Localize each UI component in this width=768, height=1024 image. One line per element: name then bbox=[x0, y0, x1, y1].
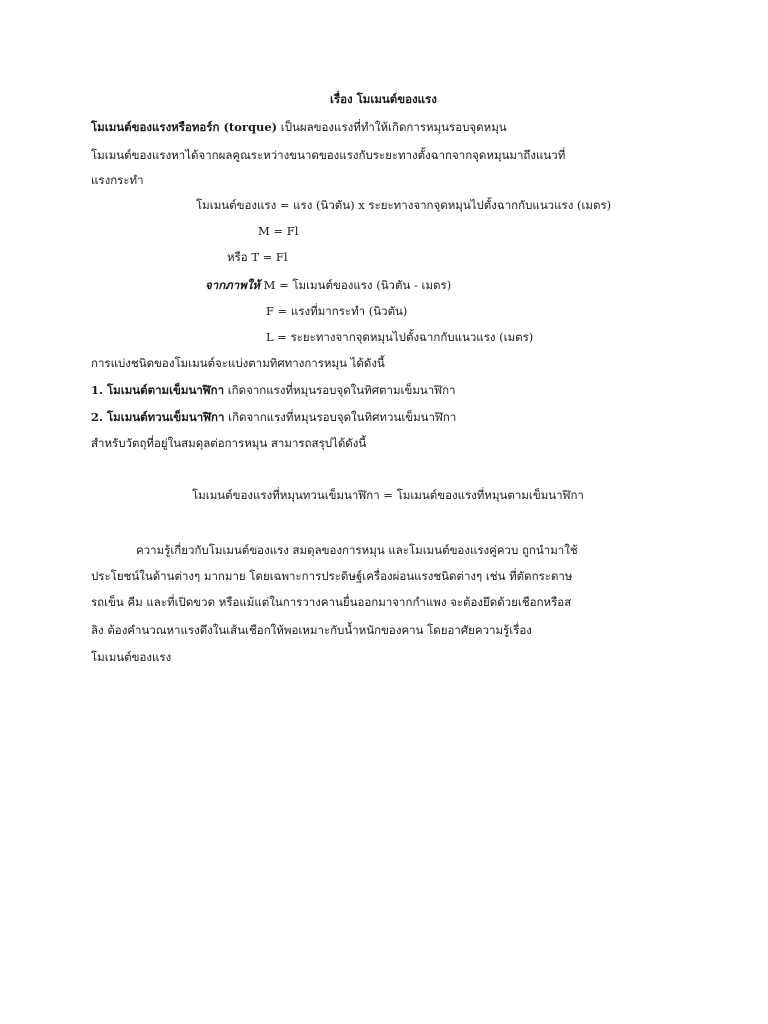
type-item-text: เกิดจากแรงที่หมุนรอบจุดในทิศทวนเข็มนาฬิกา bbox=[224, 410, 457, 424]
where-m-text: M = โมเมนต์ของแรง (นิวตัน - เมตร) bbox=[259, 278, 452, 292]
definition-term: โมเมนต์ของแรงหรือทอร์ก (torque) bbox=[91, 120, 278, 134]
formula-eq1: M = Fl bbox=[258, 224, 299, 238]
closing-line: รถเข็น คีม และที่เปิดขวด หรือแม้แต่ในการวางคานยื่นออกมาจากกำแพง จะต้องยึดด้วยเชือกหรือส bbox=[91, 595, 572, 609]
closing-line: ลิง ต้องคำนวณหาแรงดึงในเส้นเชือกให้พอเหมาะกับน้ำหนักของคาน โดยอาศัยความรู้เรื่อง bbox=[91, 623, 532, 637]
formula-where-l: L = ระยะทางจากจุดหมุนไปตั้งฉากกับแนวแรง (เมตร) bbox=[266, 330, 534, 344]
paragraph-line: โมเมนต์ของแรงหาได้จากผลคูณระหว่างขนาดของแรงกับระยะทางตั้งฉากจากจุดหมุนมาถึงแนวที่ bbox=[91, 148, 566, 162]
type-item-text: เกิดจากแรงที่หมุนรอบจุดในทิศตามเข็มนาฬิกา bbox=[224, 383, 456, 397]
type-item-counterclockwise bbox=[91, 412, 456, 424]
formula-where-m bbox=[205, 280, 451, 292]
closing-line: ประโยชน์ในด้านต่างๆ มากมาย โดยเฉพาะการประดิษฐ์เครื่องผ่อนแรงชนิดต่างๆ เช่น ที่ตัดกระดาษ bbox=[91, 569, 573, 583]
balance-equation: โมเมนต์ของแรงที่หมุนทวนเข็มนาฬิกา = โมเมนต์ของแรงที่หมุนตามเข็มนาฬิกา bbox=[192, 488, 584, 502]
type-item-clockwise bbox=[91, 385, 456, 397]
formula-eq2: หรือ T = Fl bbox=[227, 250, 288, 264]
formula-where-f: F = แรงที่มากระทำ (นิวตัน) bbox=[266, 304, 408, 318]
document-title: เรื่อง โมเมนต์ของแรง bbox=[330, 92, 437, 106]
equilibrium-line: สำหรับวัตถุที่อยู่ในสมดุลต่อการหมุน สามารถสรุปได้ดังนี้ bbox=[91, 436, 367, 450]
paragraph-line: แรงกระทำ bbox=[91, 173, 144, 187]
formula-main: โมเมนต์ของแรง = แรง (นิวตัน) x ระยะทางจากจุดหมุนไปตั้งฉากกับแนวแรง (เมตร) bbox=[196, 198, 612, 212]
where-label: จากภาพให้ bbox=[205, 278, 260, 292]
type-item-term: 1. โมเมนต์ตามเข็มนาฬิกา bbox=[91, 383, 225, 397]
types-intro: การแบ่งชนิดของโมเมนต์จะแบ่งตามทิศทางการหมุน ได้ดังนี้ bbox=[91, 356, 385, 370]
definition-line bbox=[91, 122, 507, 134]
closing-line: ความรู้เกี่ยวกับโมเมนต์ของแรง สมดุลของการหมุน และโมเมนต์ของแรงคู่ควบ ถูกนำมาใช้ bbox=[136, 543, 578, 557]
closing-line: โมเมนต์ของแรง bbox=[91, 650, 172, 664]
type-item-term: 2. โมเมนต์ทวนเข็มนาฬิกา bbox=[91, 410, 225, 424]
definition-text: เป็นผลของแรงที่ทำให้เกิดการหมุนรอบจุดหมุน bbox=[277, 120, 507, 134]
